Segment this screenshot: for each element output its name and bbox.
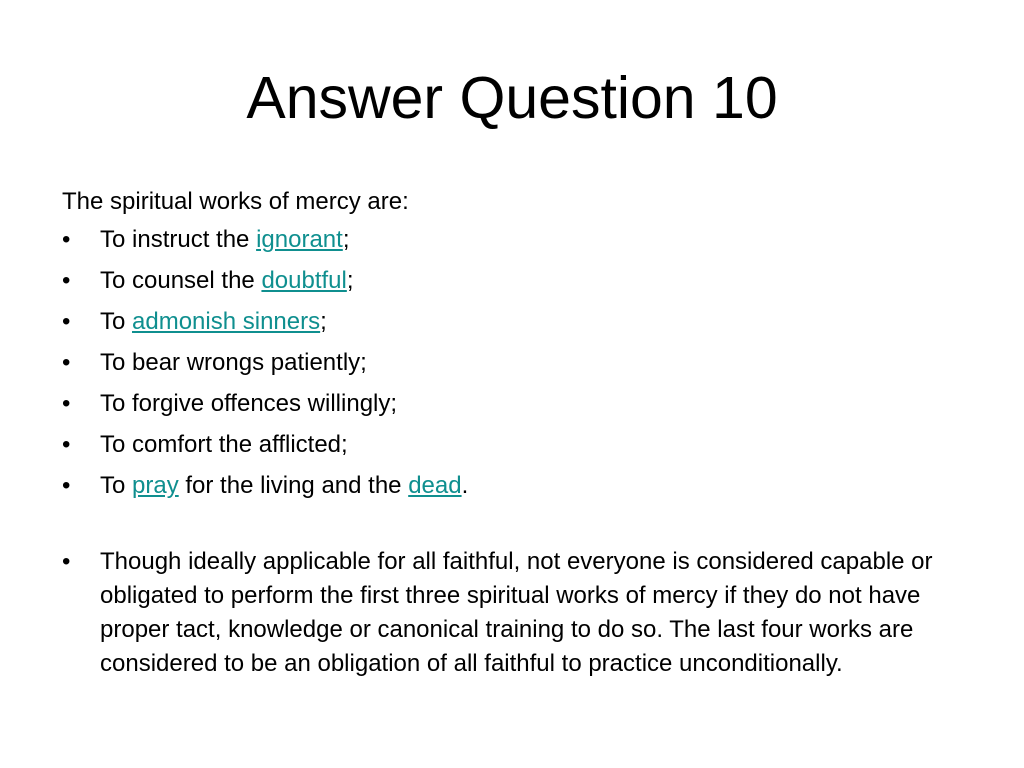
item-punctuation: ; <box>320 308 327 335</box>
link-admonish-sinners[interactable]: admonish sinners <box>132 308 321 335</box>
note-item <box>62 545 972 681</box>
item-text: To comfort the afflicted; <box>100 431 348 458</box>
bullet-icon: • <box>62 390 71 417</box>
bullet-icon: • <box>62 548 71 575</box>
item-punctuation: . <box>461 472 469 499</box>
list-item-bear-wrongs <box>62 346 972 387</box>
item-punctuation: ; <box>346 267 354 294</box>
bullet-icon: • <box>62 267 71 294</box>
note-text: Though ideally applicable for all faithful, not everyone is considered capable or obligated to perform the first three spiritual works of mercy if they do not have proper tact, knowledge or canonical training to do so. The last four works are considered to be an obligation of all faithful to practice unconditionally. <box>100 548 933 677</box>
works-of-mercy-list <box>62 223 972 510</box>
slide-title: Answer Question 10 <box>246 65 778 131</box>
list-item-counsel <box>62 264 972 305</box>
list-item-pray <box>62 469 972 510</box>
link-dead[interactable]: dead <box>408 472 462 499</box>
item-text: for the living and the <box>178 472 409 499</box>
bullet-icon: • <box>62 308 71 335</box>
bullet-icon: • <box>62 472 71 499</box>
note-list <box>62 545 972 681</box>
link-doubtful[interactable]: doubtful <box>261 267 347 294</box>
intro-text: The spiritual works of mercy are: <box>62 188 409 215</box>
bullet-icon: • <box>62 349 71 376</box>
item-text: To <box>100 308 133 335</box>
item-text: To <box>100 472 133 499</box>
item-text: To instruct the <box>100 226 257 253</box>
item-text: To counsel the <box>100 267 262 294</box>
bullet-icon: • <box>62 431 71 458</box>
bullet-icon: • <box>62 226 71 253</box>
slide-body <box>62 185 972 681</box>
link-ignorant[interactable]: ignorant <box>256 226 343 253</box>
item-text: To bear wrongs patiently; <box>100 349 367 376</box>
list-item-admonish <box>62 305 972 346</box>
item-text: To forgive offences willingly; <box>100 390 398 417</box>
item-punctuation: ; <box>342 226 350 253</box>
list-item-instruct <box>62 223 972 264</box>
list-item-forgive <box>62 387 972 428</box>
link-pray[interactable]: pray <box>132 472 179 499</box>
list-item-comfort <box>62 428 972 469</box>
